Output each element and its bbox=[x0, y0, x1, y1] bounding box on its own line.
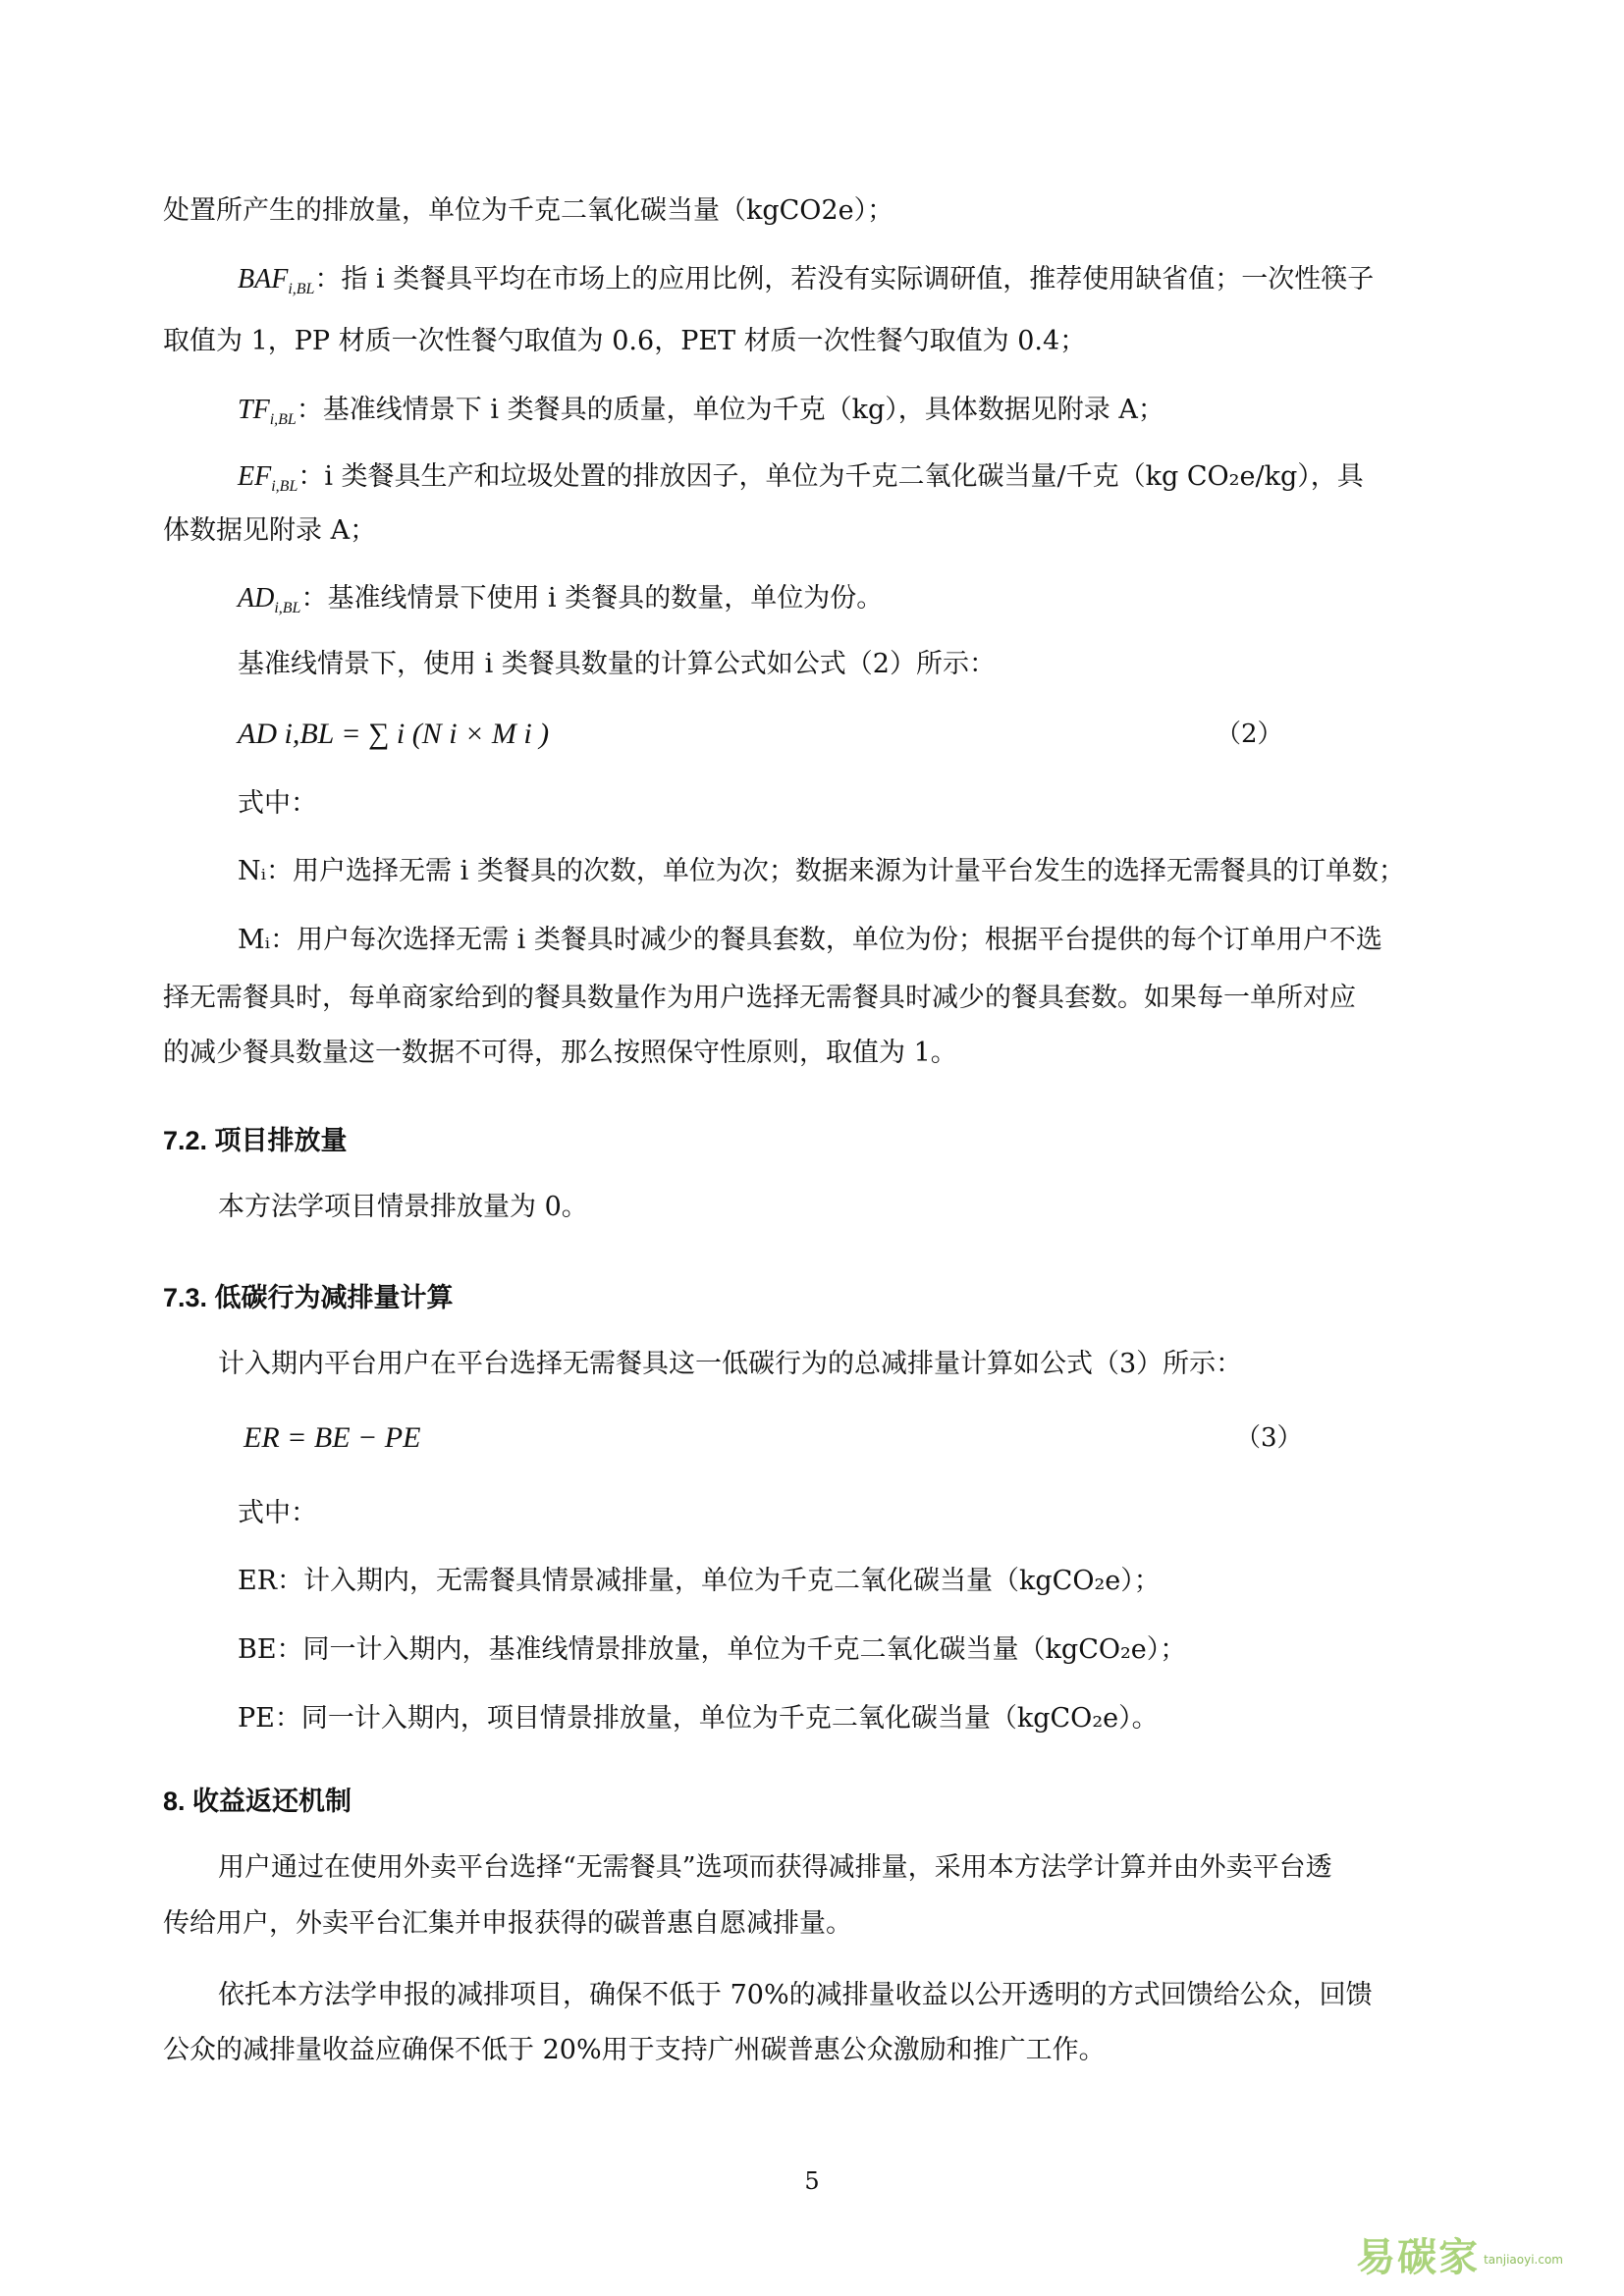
ad-text: ：基准线情景下使用 i 类餐具的数量，单位为份。 bbox=[300, 583, 884, 614]
tf-subscript: i,BL bbox=[269, 411, 297, 428]
mi-definition-cont: 择无需餐具时，每单商家给到的餐具数量作为用户选择无需餐具时减少的餐具套数。如果每一单所对应 bbox=[163, 983, 1356, 1013]
section-heading-8: 8. 收益返还机制 bbox=[163, 1787, 352, 1816]
ef-symbol: EF bbox=[238, 461, 272, 492]
baf-definition bbox=[238, 260, 1374, 309]
watermark-logo bbox=[1356, 2226, 1563, 2282]
section-8-paragraph-1-cont: 传给用户，外卖平台汇集并申报获得的碳普惠自愿减排量。 bbox=[163, 1908, 852, 1939]
ef-definition bbox=[238, 457, 1364, 507]
section-8-paragraph-2-cont: 公众的减排量收益应确保不低于 20%用于支持广州碳普惠公众激励和推广工作。 bbox=[163, 2035, 1106, 2065]
ad-definition bbox=[238, 579, 883, 628]
ad-symbol: AD bbox=[238, 583, 275, 614]
ef-subscript: i,BL bbox=[271, 478, 298, 495]
where-label: 式中： bbox=[238, 1498, 317, 1528]
formula-3: ER = BE − PE bbox=[244, 1421, 421, 1454]
er-definition: ER：计入期内，无需餐具情景减排量，单位为千克二氧化碳当量（kgCO₂e）； bbox=[238, 1566, 1161, 1596]
tf-definition bbox=[238, 391, 1164, 440]
paragraph-line: 处置所产生的排放量，单位为千克二氧化碳当量（kgCO2e）； bbox=[163, 195, 894, 226]
pe-definition: PE：同一计入期内，项目情景排放量，单位为千克二氧化碳当量（kgCO₂e）。 bbox=[238, 1703, 1159, 1734]
baf-definition-cont: 取值为 1，PP 材质一次性餐勺取值为 0.6，PET 材质一次性餐勺取值为 0.4； bbox=[163, 326, 1087, 356]
section-heading-7-2: 7.2. 项目排放量 bbox=[163, 1126, 348, 1155]
baf-symbol: BAF bbox=[238, 264, 289, 294]
baf-subscript: i,BL bbox=[288, 281, 315, 297]
formula-3-number: （3） bbox=[1235, 1423, 1303, 1453]
section-8-paragraph-1: 用户通过在使用外卖平台选择“无需餐具”选项而获得减排量，采用本方法学计算并由外卖平台透 bbox=[218, 1852, 1332, 1883]
section-8-paragraph-2: 依托本方法学申报的减排项目，确保不低于 70%的减排量收益以公开透明的方式回馈给公众，回馈 bbox=[218, 1980, 1373, 2010]
ad-subscript: i,BL bbox=[274, 600, 301, 616]
calc-intro: 基准线情景下，使用 i 类餐具数量的计算公式如公式（2）所示： bbox=[238, 649, 996, 679]
section-heading-7-3: 7.3. 低碳行为减排量计算 bbox=[163, 1283, 454, 1312]
tf-symbol: TF bbox=[238, 395, 270, 425]
ef-text: ：i 类餐具生产和垃圾处置的排放因子，单位为千克二氧化碳当量/千克（kg CO₂e/kg），具 bbox=[298, 461, 1364, 492]
ef-definition-cont: 体数据见附录 A； bbox=[163, 515, 377, 546]
formula-2-number: （2） bbox=[1216, 720, 1283, 749]
page-number: 5 bbox=[804, 2167, 820, 2195]
mi-definition-cont: 的减少餐具数量这一数据不可得，那么按照保守性原则，取值为 1。 bbox=[163, 1038, 957, 1068]
where-label: 式中： bbox=[238, 788, 317, 819]
section-7-3-text: 计入期内平台用户在平台选择无需餐具这一低碳行为的总减排量计算如公式（3）所示： bbox=[218, 1349, 1243, 1379]
watermark-text: 易碳家 bbox=[1356, 2235, 1481, 2280]
mi-definition: Mᵢ：用户每次选择无需 i 类餐具时减少的餐具套数，单位为份；根据平台提供的每个订单用户不选 bbox=[238, 925, 1382, 955]
tf-text: ：基准线情景下 i 类餐具的质量，单位为千克（kg），具体数据见附录 A； bbox=[296, 395, 1164, 425]
section-7-2-text: 本方法学项目情景排放量为 0。 bbox=[218, 1192, 588, 1222]
be-definition: BE：同一计入期内，基准线情景排放量，单位为千克二氧化碳当量（kgCO₂e）； bbox=[238, 1634, 1187, 1665]
baf-text: ：指 i 类餐具平均在市场上的应用比例，若没有实际调研值，推荐使用缺省值；一次性筷子 bbox=[314, 264, 1375, 294]
watermark-domain: tanjiaoyi.com bbox=[1484, 2253, 1563, 2267]
ni-definition: Nᵢ：用户选择无需 i 类餐具的次数，单位为次；数据来源为计量平台发生的选择无需餐具的订单数； bbox=[238, 856, 1405, 886]
formula-2: AD i,BL = ∑ i (N i × M i ) bbox=[238, 718, 550, 750]
